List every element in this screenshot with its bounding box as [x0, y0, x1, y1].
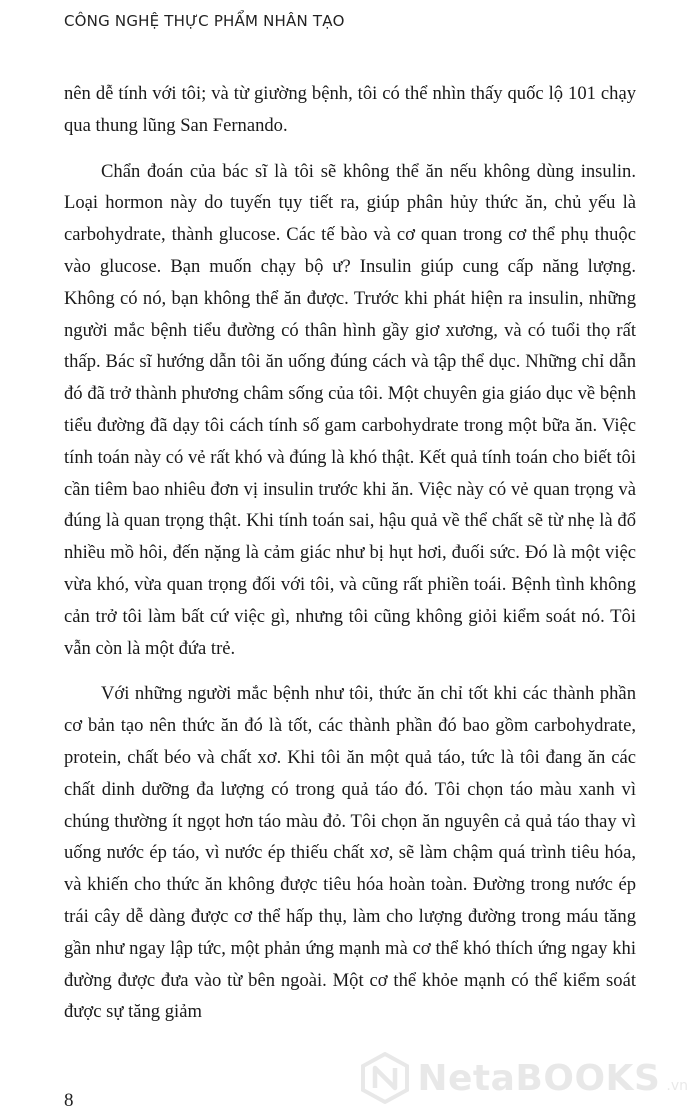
watermark-suffix: .vn — [666, 1078, 688, 1094]
running-header: CÔNG NGHỆ THỰC PHẨM NHÂN TẠO — [64, 12, 345, 30]
body-text — [64, 78, 636, 1042]
paragraph-diagnosis: Chẩn đoán của bác sĩ là tôi sẽ không thể ăn nếu không dùng insulin. Loại hormon này do tuyến tụy tiết ra, giúp phân hủy thức ăn, chủ yếu là carbohydrate, thành glucose. Các tế bào và cơ quan trong cơ thể phụ thuộc vào glucose. Bạn muốn chạy bộ ư? Insulin giúp cung cấp năng lượng. Không có nó, bạn không thể ăn được. Trước khi phát hiện ra insulin, những người mắc bệnh tiểu đường có thân hình gầy giơ xương, và có tuổi thọ rất thấp. Bác sĩ hướng dẫn tôi ăn uống đúng cách và tập thể dục. Những chỉ dẫn đó đã trở thành phương châm sống của tôi. Một chuyên gia giáo dục về bệnh tiểu đường đã dạy tôi cách tính số gam carbohydrate trong một bữa ăn. Việc tính toán này có vẻ rất khó và đúng là khó thật. Kết quả tính toán cho biết tôi cần tiêm bao nhiêu đơn vị insulin trước khi ăn. Việc này có vẻ quan trọng và đúng là quan trọng thật. Khi tính toán sai, hậu quả về thể chất sẽ từ nhẹ là đổ nhiều mồ hôi, đến nặng là cảm giác như bị hụt hơi, đuối sức. Đó là một việc vừa khó, vừa quan trọng đối với tôi, và cũng rất phiền toái. Bệnh tình không cản trở tôi làm bất cứ việc gì, nhưng tôi cũng không giỏi kiểm soát nó. Tôi vẫn còn là một đứa trẻ. — [64, 160, 636, 659]
paragraph-nutrition: Với những người mắc bệnh như tôi, thức ăn chỉ tốt khi các thành phần cơ bản tạo nên thức ăn đó là tốt, các thành phần đó bao gồm carbohydrate, protein, chất béo và chất xơ. Khi tôi ăn một quả táo, tức là tôi đang ăn các chất dinh dưỡng đa lượng có trong quả táo đó. Tôi chọn táo màu xanh vì chúng thường ít ngọt hơn táo màu đỏ. Tôi chọn ăn nguyên cả quả táo thay vì uống nước ép táo, vì nước ép thiếu chất xơ, sẽ làm chậm quá trình tiêu hóa, và khiến cho thức ăn không được tiêu hóa hoàn toàn. Đường trong nước ép trái cây dễ dàng được cơ thể hấp thụ, làm cho lượng đường trong máu tăng gần như ngay lập tức, một phản ứng mạnh mà cơ thể khó thích ứng ngay khi đường được đưa vào từ bên ngoài. Một cơ thể khỏe mạnh có thể kiểm soát được sự tăng giảm — [64, 683, 636, 1023]
page-number: 8 — [64, 1090, 74, 1111]
paragraph-continuation: nên dễ tính với tôi; và từ giường bệnh, tôi có thể nhìn thấy quốc lộ 101 chạy qua thung lũng San Fernando. — [64, 83, 636, 136]
netabooks-logo-icon — [359, 1052, 411, 1104]
watermark-brand: NetaBOOKS — [417, 1057, 661, 1099]
watermark — [359, 1048, 688, 1108]
